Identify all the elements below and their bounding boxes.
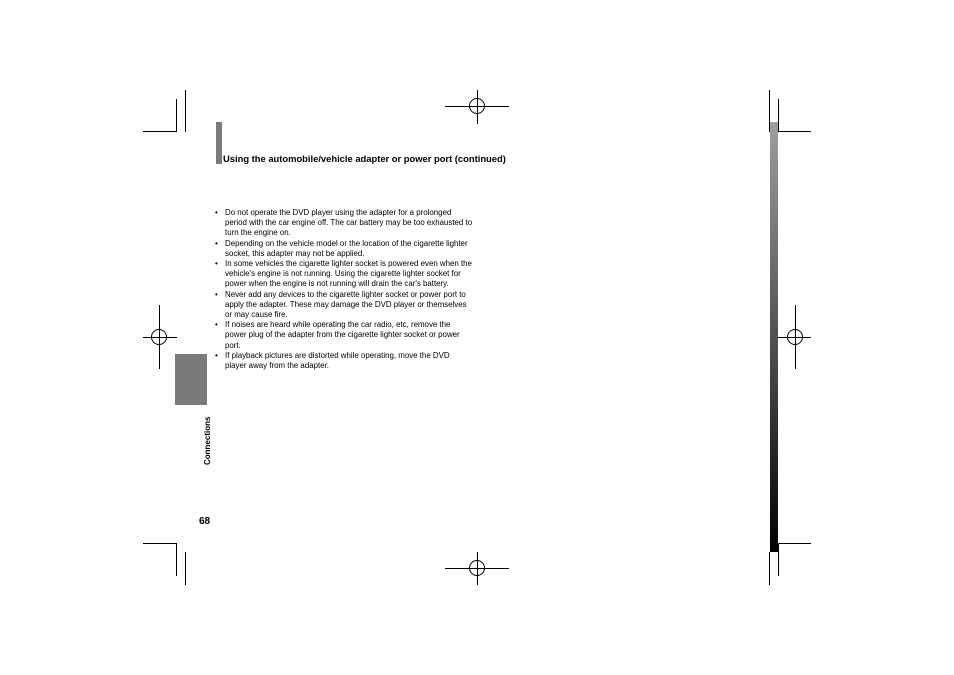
heading-accent-bar <box>216 122 222 164</box>
page-edge-strip <box>770 122 778 552</box>
list-item: • If noises are heard while operating the car radio, etc, remove the power plug of the adapter from the cigarette lighter socket or power port. <box>215 320 473 351</box>
list-item: • Never add any devices to the cigarette lighter socket or power port to apply the adapter. These may damage the DVD player or themselves or may cause fire. <box>215 290 473 321</box>
section-tab <box>175 354 207 405</box>
page-number: 68 <box>199 516 211 527</box>
caution-list <box>215 208 473 371</box>
list-item: • If playback pictures are distorted while operating, move the DVD player away from the adapter. <box>215 351 473 371</box>
list-item: • In some vehicles the cigarette lighter socket is powered even when the vehicle's engine is not running. Using the cigarette lighter socket for power when the engine is not running will drain the car's battery. <box>215 259 473 290</box>
page-heading: Using the automobile/vehicle adapter or power port (continued) <box>223 153 506 164</box>
section-label: Connections <box>203 416 212 465</box>
list-item: • Depending on the vehicle model or the location of the cigarette lighter socket, this adapter may not be applied. <box>215 239 473 259</box>
list-item: • Do not operate the DVD player using the adapter for a prolonged period with the car engine off. The car battery may be too exhausted to turn the engine on. <box>215 208 473 239</box>
